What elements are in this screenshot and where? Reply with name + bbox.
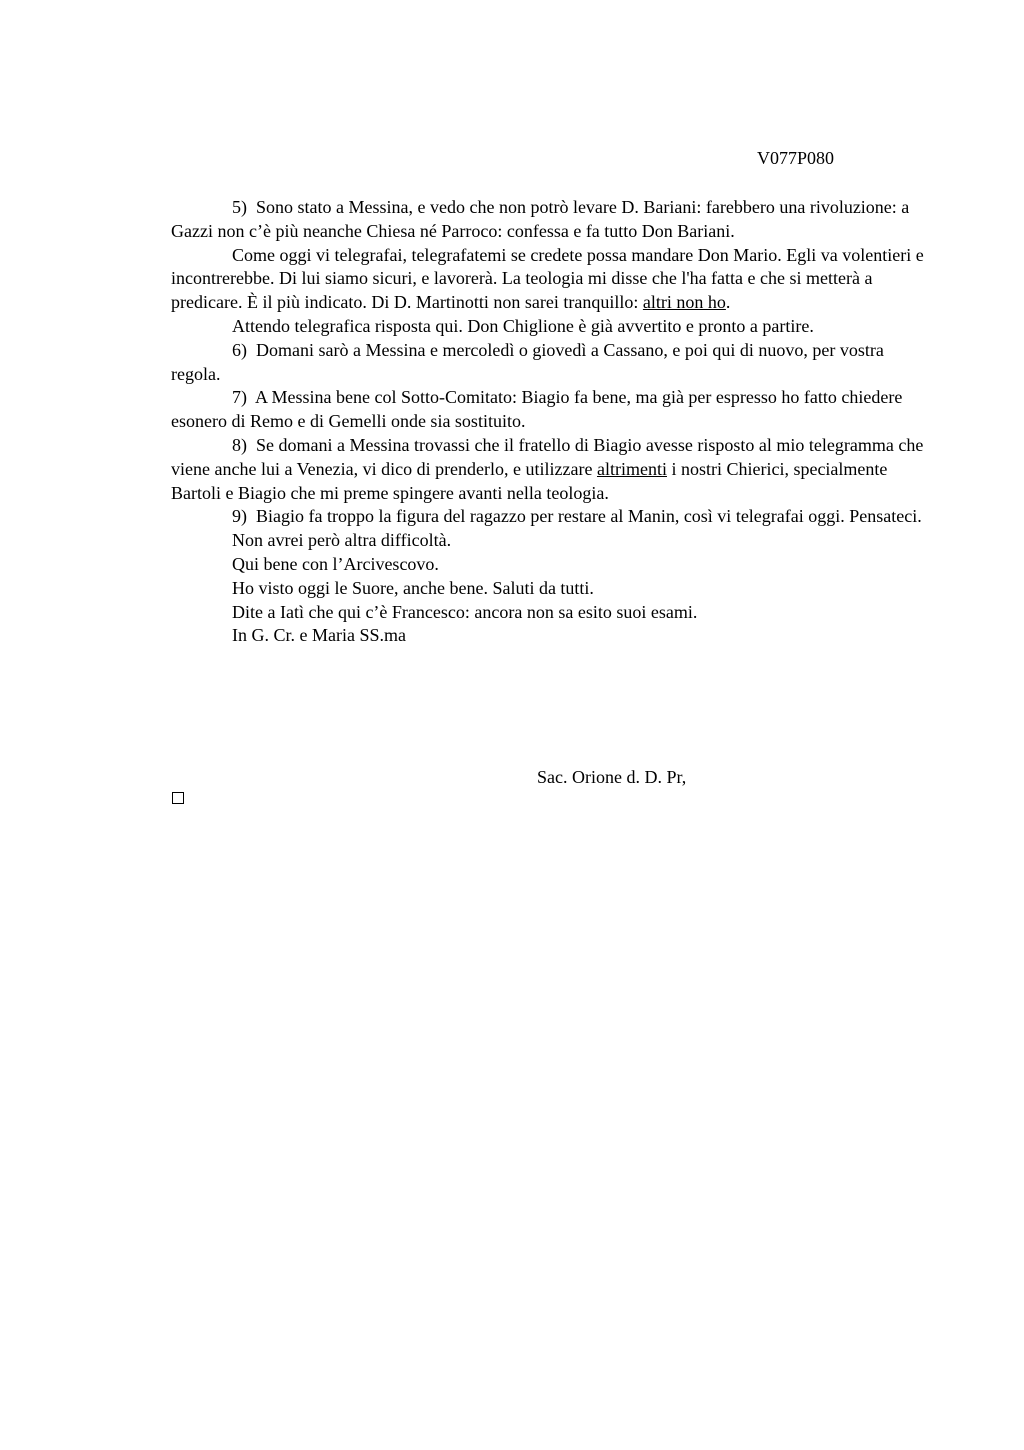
- paragraph-number: 6): [232, 339, 247, 360]
- paragraph-8: [171, 434, 931, 505]
- signature: Sac. Orione d. D. Pr,: [537, 767, 687, 787]
- paragraph-7: [171, 386, 931, 434]
- paragraph-text: Se domani a Messina trovassi che il fratello di Biagio avesse risposto al mio telegramma che viene anche lui a Venezia, vi dico di prenderlo, e utilizzare: [171, 434, 924, 479]
- paragraph-text: Attendo telegrafica risposta qui. Don Chiglione è già avvertito e pronto a partire.: [232, 315, 814, 336]
- paragraph-number: 7): [232, 387, 247, 408]
- paragraph-text: Dite a Iatì che qui c’è Francesco: ancora non sa esito suoi esami.: [232, 601, 698, 622]
- paragraph-9: [171, 505, 931, 529]
- paragraph-text: In G. Cr. e Maria SS.ma: [232, 625, 406, 646]
- paragraph-text-end: .: [725, 292, 731, 313]
- page-id: V077P080: [757, 148, 835, 168]
- paragraph-text: Ho visto oggi le Suore, anche bene. Saluti da tutti.: [232, 577, 594, 598]
- paragraph-text: A Messina bene col Sotto-Comitato: Biagio fa bene, ma già per espresso ho fatto chiedere esonero di Remo e di Gemelli onde sia sostituito.: [171, 387, 903, 432]
- paragraph-number: 9): [232, 506, 247, 527]
- paragraph-suore: [171, 577, 931, 601]
- paragraph-arcivescovo: [171, 553, 931, 577]
- empty-square-icon: [172, 792, 184, 804]
- paragraph-6: [171, 339, 931, 387]
- paragraph-text: Biagio fa troppo la figura del ragazzo per restare al Manin, così vi telegrafai oggi. Pensateci.: [256, 506, 922, 527]
- paragraph-5: [171, 196, 931, 244]
- paragraph-text: Sono stato a Messina, e vedo che non potrò levare D. Bariani: farebbero una rivoluzione: a Gazzi non c’è più neanche Chiesa né Parroco: confessa e fa tutto Don Bariani.: [171, 197, 910, 241]
- paragraph-don-mario: [171, 244, 931, 315]
- paragraph-attendo: [171, 315, 931, 339]
- letter-body: [171, 196, 931, 648]
- paragraph-iati: [171, 601, 931, 625]
- paragraph-difficolta: [171, 529, 931, 553]
- underlined-text: altrimenti: [596, 458, 667, 479]
- paragraph-text-end: i nostri Chierici, specialmente Bartoli e Biagio che mi preme spingere avanti nella teologia.: [171, 458, 888, 503]
- paragraph-text: Come oggi vi telegrafai, telegrafatemi se credete possa mandare Don Mario. Egli va volentieri e incontrerebbe. Di lui siamo sicuri, e lavorerà. La teologia mi disse che l'ha fatta e che si metterà a predicare. È il più indicato. Di D. Martinotti non sarei tranquillo:: [171, 244, 924, 313]
- paragraph-closing: [171, 624, 931, 648]
- underlined-text: altri non ho: [642, 292, 726, 313]
- paragraph-text: Domani sarò a Messina e mercoledì o giovedì a Cassano, e poi qui di nuovo, per vostra regola.: [171, 339, 884, 384]
- paragraph-text: Non avrei però altra difficoltà.: [232, 530, 452, 551]
- paragraph-number: 5): [232, 197, 247, 217]
- paragraph-number: 8): [232, 434, 247, 455]
- paragraph-text: Qui bene con l’Arcivescovo.: [232, 553, 439, 574]
